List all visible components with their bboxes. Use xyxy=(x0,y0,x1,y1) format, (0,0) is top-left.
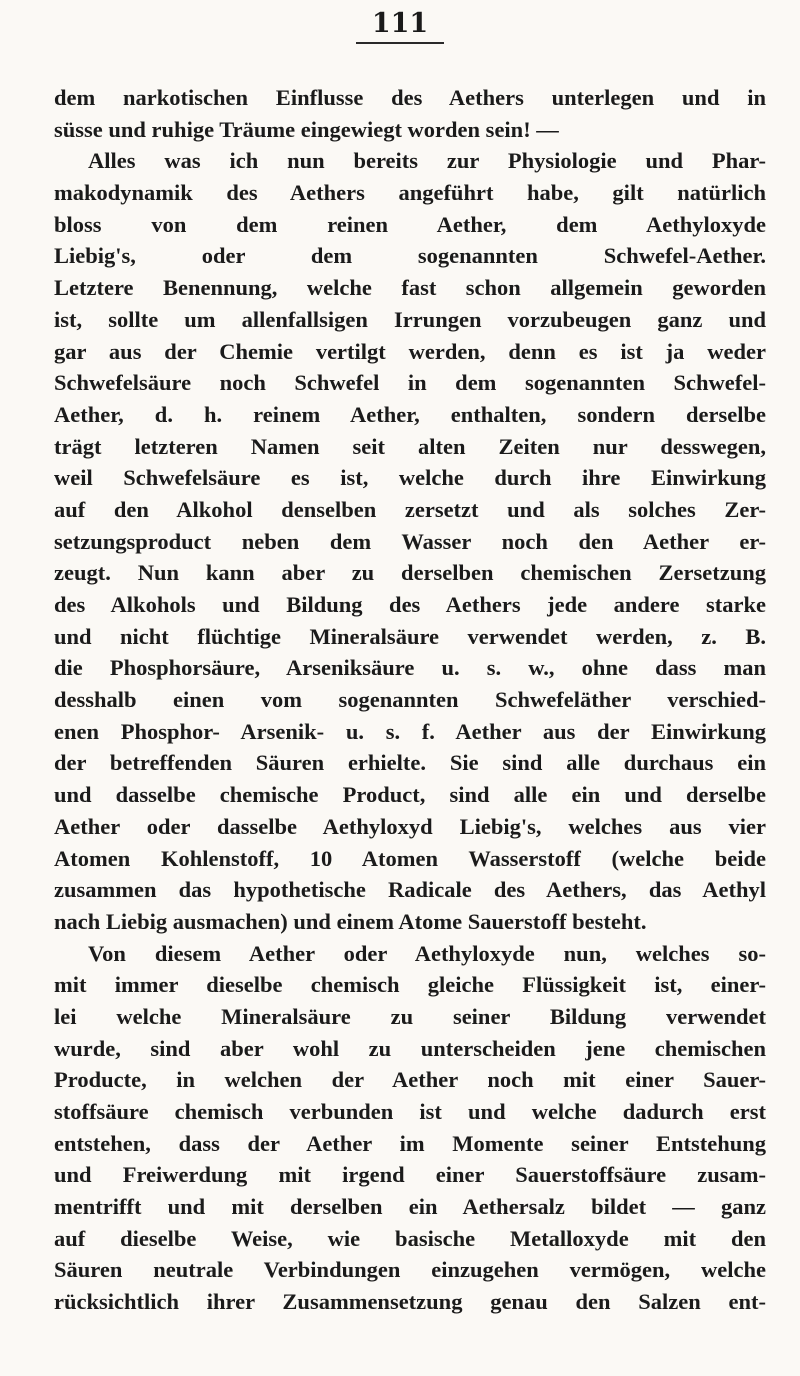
text-line: zeugt. Nun kann aber zu derselben chemischen Zersetzung xyxy=(54,560,766,586)
text-line: wurde, sind aber wohl zu unterscheiden jene chemischen xyxy=(54,1035,766,1061)
text-line: süsse und ruhige Träume eingewiegt worden sein! — xyxy=(54,116,559,142)
text-line: trägt letzteren Namen seit alten Zeiten nur desswegen, xyxy=(54,433,766,459)
text-line: Liebig's, oder dem sogenannten Schwefel-Aether. xyxy=(54,243,766,269)
page-number: 111 xyxy=(371,8,429,39)
text-line: entstehen, dass der Aether im Momente seiner Entstehung xyxy=(54,1130,766,1156)
text-line: zusammen das hypothetische Radicale des Aethers, das Aethyl xyxy=(54,877,766,903)
text-line: weil Schwefelsäure es ist, welche durch ihre Einwirkung xyxy=(54,465,766,491)
text-line: Alles was ich nun bereits zur Physiologie und Phar- xyxy=(88,148,766,174)
text-line: auf dieselbe Weise, wie basische Metalloxyde mit den xyxy=(54,1225,766,1251)
text-line: bloss von dem reinen Aether, dem Aethyloxyde xyxy=(54,211,766,237)
text-line: Säuren neutrale Verbindungen einzugehen vermögen, welche xyxy=(54,1257,766,1283)
text-line: die Phosphorsäure, Arseniksäure u. s. w., ohne dass man xyxy=(54,655,766,681)
text-line: Aether oder dasselbe Aethyloxyd Liebig's, welches aus vier xyxy=(54,813,766,839)
text-line: Atomen Kohlenstoff, 10 Atomen Wasserstoff (welche beide xyxy=(54,845,766,871)
text-line: dem narkotischen Einflusse des Aethers unterlegen und in xyxy=(54,85,766,110)
text-line: gar aus der Chemie vertilgt werden, denn es ist ja weder xyxy=(54,338,766,364)
text-line: mentrifft und mit derselben ein Aethersalz bildet — ganz xyxy=(54,1194,766,1220)
text-line: enen Phosphor- Arsenik- u. s. f. Aether aus der Einwirkung xyxy=(54,718,766,744)
text-line: rücksichtlich ihrer Zusammensetzung genau den Salzen ent- xyxy=(54,1289,766,1315)
text-line: setzungsproduct neben dem Wasser noch den Aether er- xyxy=(54,528,766,554)
text-line: makodynamik des Aethers angeführt habe, gilt natürlich xyxy=(54,180,766,206)
text-line: und nicht flüchtige Mineralsäure verwendet werden, z. B. xyxy=(54,623,766,649)
text-line: und Freiwerdung mit irgend einer Sauerstoffsäure zusam- xyxy=(54,1162,766,1188)
body-text xyxy=(54,82,766,1318)
text-line: lei welche Mineralsäure zu seiner Bildung verwendet xyxy=(54,1003,766,1029)
text-line: auf den Alkohol denselben zersetzt und als solches Zer- xyxy=(54,496,766,522)
text-line: stoffsäure chemisch verbunden ist und welche dadurch erst xyxy=(54,1099,766,1124)
text-line: nach Liebig ausmachen) und einem Atome Sauerstoff besteht. xyxy=(54,908,647,934)
text-line: desshalb einen vom sogenannten Schwefeläther verschied- xyxy=(54,687,766,713)
text-line: Schwefelsäure noch Schwefel in dem sogenannten Schwefel- xyxy=(54,370,766,396)
text-line: mit immer dieselbe chemisch gleiche Flüssigkeit ist, einer- xyxy=(54,972,766,998)
text-line: Letztere Benennung, welche fast schon allgemein geworden xyxy=(54,275,766,301)
text-line: der betreffenden Säuren erhielte. Sie sind alle durchaus ein xyxy=(54,750,766,776)
text-line: Aether, d. h. reinem Aether, enthalten, sondern derselbe xyxy=(54,401,766,427)
text-line: Von diesem Aether oder Aethyloxyde nun, welches so- xyxy=(88,940,766,966)
text-line: des Alkohols und Bildung des Aethers jede andere starke xyxy=(54,592,766,617)
text-line: und dasselbe chemische Product, sind alle ein und derselbe xyxy=(54,782,766,808)
text-line: ist, sollte um allenfallsigen Irrungen vorzubeugen ganz und xyxy=(54,306,766,332)
page-number-underline xyxy=(356,42,444,44)
text-line: Producte, in welchen der Aether noch mit einer Sauer- xyxy=(54,1067,766,1093)
